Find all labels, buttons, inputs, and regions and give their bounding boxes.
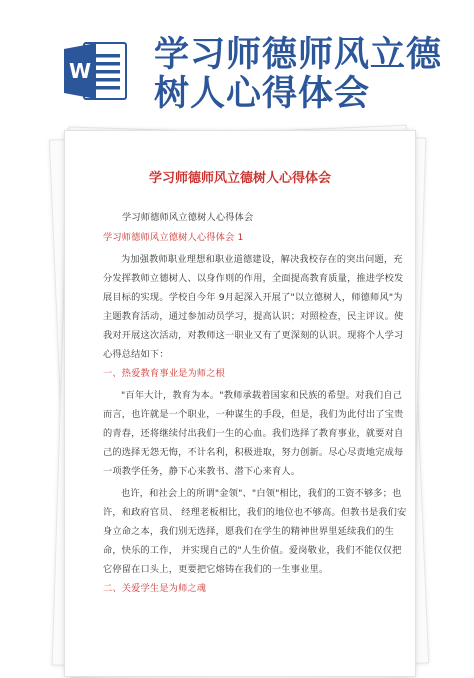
doc-line: 主题教育活动，通过参加动员学习，提高认识；对照检查，民主评议。使 (103, 311, 404, 322)
word-icon-letter: W (68, 59, 92, 83)
doc-line: 命，快乐的工作， 并实现自己的"人生价值。爱岗敬业，我们不能仅仅把 (103, 545, 402, 556)
doc-line: 心得总结如下： (103, 349, 169, 360)
document-title: 学习师德师风立德树人心得体会 (148, 171, 331, 186)
doc-line: 也许，和社会上的所谓"金领"、"白领"相比，我们的工资不够多；也 (121, 488, 402, 499)
doc-line: 它停留在口头上，更要把它熔铸在我们的一生事业里。 (103, 564, 329, 575)
doc-line: 而言，也许就是一个职业，一种谋生的手段，但是，我们为此付出了宝贵 (103, 409, 404, 420)
doc-line: "百年大计，教育为本。"教师承载着国家和民族的希望。对我们自己 (121, 390, 403, 401)
doc-line: 的青春，还将继续付出我们一生的心血。我们选择了教育事业，就要对自 (103, 428, 404, 439)
header-banner (0, 0, 474, 114)
doc-line: 分发挥教师立德树人、以身作则的作用，全面提高教育质量，推进学校发 (103, 273, 404, 284)
doc-line: 己的选择无怨无悔，不计名利，积极进取，努力创新。尽心尽责地完成每 (103, 447, 404, 458)
doc-section-heading: 学习师德师风立德树人心得体会 1 (103, 232, 244, 243)
doc-line: 我对开展这次活动，对教师这一职业又有了更深刻的认识。现将个人学习 (103, 330, 404, 341)
doc-subheading: 一、热爱教育事业是为师之根 (103, 368, 226, 379)
doc-line: 一项教学任务，静下心来教书、潜下心来育人。 (103, 466, 301, 477)
doc-line: 身立命之本，我们别无选择，愿我们在学生的精神世界里延续我们的生 (103, 526, 395, 537)
banner-title-line-2: 树人心得体会 (154, 74, 371, 114)
document-page-preview (64, 130, 416, 677)
doc-line: 学习师德师风立德树人心得体会 (122, 212, 254, 223)
doc-line: 为加强教师职业理想和职业道德建设，解决我校存在的突出问题，充 (121, 254, 403, 265)
doc-line: 许，和政府官员、 经理老板相比，我们的地位也不够高。但教书是我们安 (103, 507, 407, 518)
doc-line: 展目标的实现。学校自今年 9月起深入开展了"以立德树人，师德师风"为 (103, 292, 403, 303)
banner-title-line-1: 学习师德师风立德 (154, 35, 443, 75)
doc-subheading: 二、关爱学生是为师之魂 (103, 583, 207, 594)
word-document-icon (62, 40, 128, 102)
